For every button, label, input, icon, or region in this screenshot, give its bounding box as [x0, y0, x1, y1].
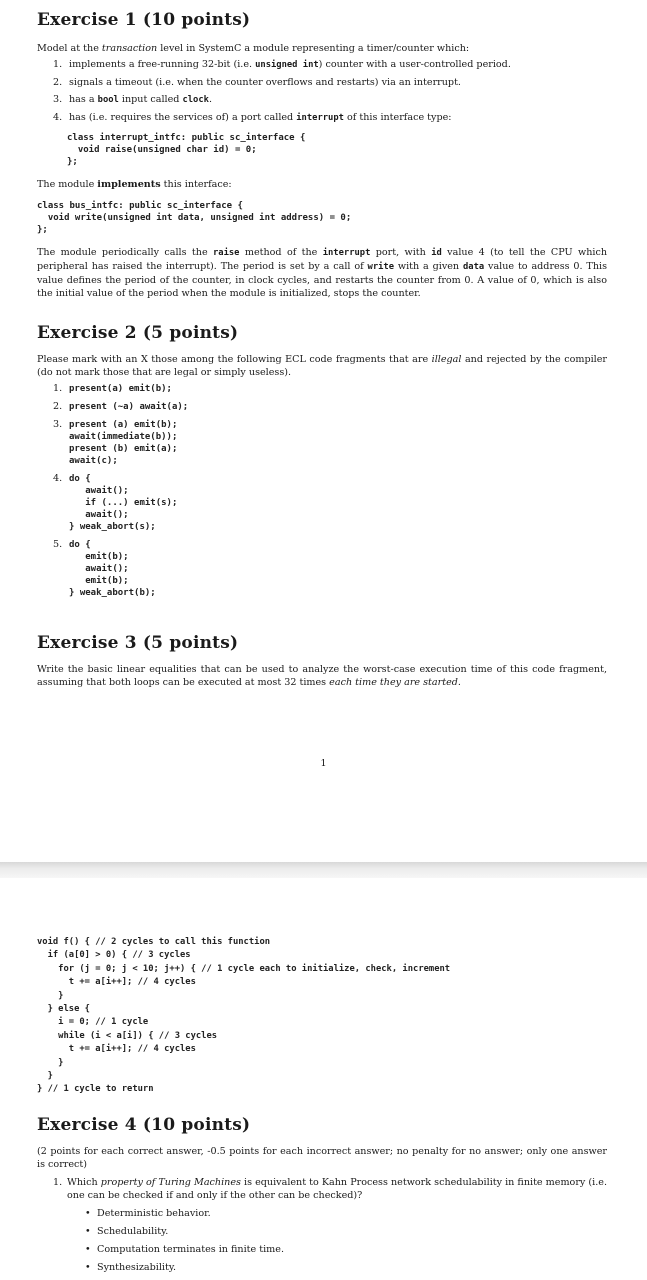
exercise-4-title: Exercise 4 (10 points) [37, 1115, 251, 1135]
answer-option[interactable]: • Deterministic behavior. [85, 1208, 211, 1219]
exercise-3-title: Exercise 3 (5 points) [37, 633, 239, 653]
implements-sentence: The module implements this interface: [37, 179, 232, 190]
page-number: 1 [320, 758, 327, 769]
question-1-text: Which property of Turing Machines is equivalent to Kahn Process network schedulability in finite memory (i.e. one can be checked if and only if the other can be checked)? [67, 1177, 607, 1201]
ecl-fragment-4: 4. do { await(); if (...) emit(s); await(); } weak_abort(s); [53, 473, 178, 532]
exercise-2-title: Exercise 2 (5 points) [37, 323, 239, 343]
ecl-fragment-5: 5. do { emit(b); await(); emit(b); } weak_abort(b); [53, 539, 156, 598]
exercise-1 [37, 10, 607, 300]
exercise-1-requirements-list [53, 56, 607, 127]
list-item: 2. signals a timeout (i.e. when the counter overflows and restarts) via an interrupt. [53, 77, 461, 88]
exercise-4 [37, 1115, 607, 1277]
page-separator [0, 862, 647, 878]
list-item: 1. implements a free-running 32-bit (i.e. unsigned int) counter with a user-controlled period. [53, 59, 511, 70]
exercise-3-description: Write the basic linear equalities that can be used to analyze the worst-case execution time of this code fragment, assuming that both loops can be executed at most 32 times each time they are started. [37, 664, 607, 688]
ecl-fragment-1: 1. present(a) emit(b); [53, 383, 172, 394]
ecl-fragments-list [53, 383, 607, 599]
exercise-1-description: The module periodically calls the raise method of the interrupt port, with id value 4 (to tell the CPU which peripheral has raised the interrupt). The period is set by a call of write with a given data value to address 0. This value defines the period of the counter, in clock cycles, and restarts the counter from 0. A value of 0, which is also the initial value of the period when the module is initialized, stops the counter. [37, 247, 608, 299]
ecl-fragment-3: 3. present (a) emit(b); await(immediate(b)); present (b) emit(a); await(c); [53, 419, 178, 466]
wcet-code-fragment: void f() { // 2 cycles to call this function if (a[0] > 0) { // 3 cycles for (j = 0; j < 10; j++) { // 1 cycle each to initialize, check, increment t += a[i++]; // 4 cycles } } else { i = 0; // 1 cycle while (i < a[i]) { // 3 cycles t += a[i++]; // 4 cycles } } } // 1 cycle to return [37, 937, 451, 1095]
list-item: 4. has (i.e. requires the services of) a port called interrupt of this interface type: [53, 112, 452, 123]
answer-option[interactable]: • Computation terminates in finite time. [85, 1244, 284, 1255]
exercise-4-question-1: 1. Which property of Turing Machines is equivalent to Kahn Process network schedulability in finite memory (i.e. one can be checked if and only if the other can be checked)? • Deterministic behavior. • Schedulability. • Computation terminates in finite time. • Synthesizability. [53, 1176, 607, 1277]
bus-interface-code: class bus_intfc: public sc_interface { void write(unsigned int data, unsigned int address) = 0; }; [37, 201, 352, 235]
ecl-fragment-2: 2. present (~a) await(a); [53, 401, 189, 412]
question-1-options [83, 1205, 607, 1277]
answer-option[interactable]: • Schedulability. [85, 1226, 169, 1237]
exercise-2 [37, 323, 607, 599]
interrupt-interface-code: class interrupt_intfc: public sc_interface { void raise(unsigned char id) = 0; }; [67, 133, 306, 167]
list-item: 3. has a bool input called clock. [53, 94, 213, 105]
exercise-2-intro: Please mark with an X those among the following ECL code fragments that are illegal and rejected by the compiler (do not mark those that are legal or simply useless). [37, 354, 608, 378]
exercise-1-intro: Model at the transaction level in SystemC a module representing a timer/counter which: [37, 43, 470, 54]
exercise-4-scoring: (2 points for each correct answer, -0.5 points for each incorrect answer; no penalty for no answer; only one answer is correct) [37, 1146, 607, 1170]
exercise-1-title: Exercise 1 (10 points) [37, 10, 251, 30]
answer-option[interactable]: • Synthesizability. [85, 1262, 177, 1273]
document-page-2 [0, 878, 647, 1280]
exercise-3 [37, 633, 607, 689]
